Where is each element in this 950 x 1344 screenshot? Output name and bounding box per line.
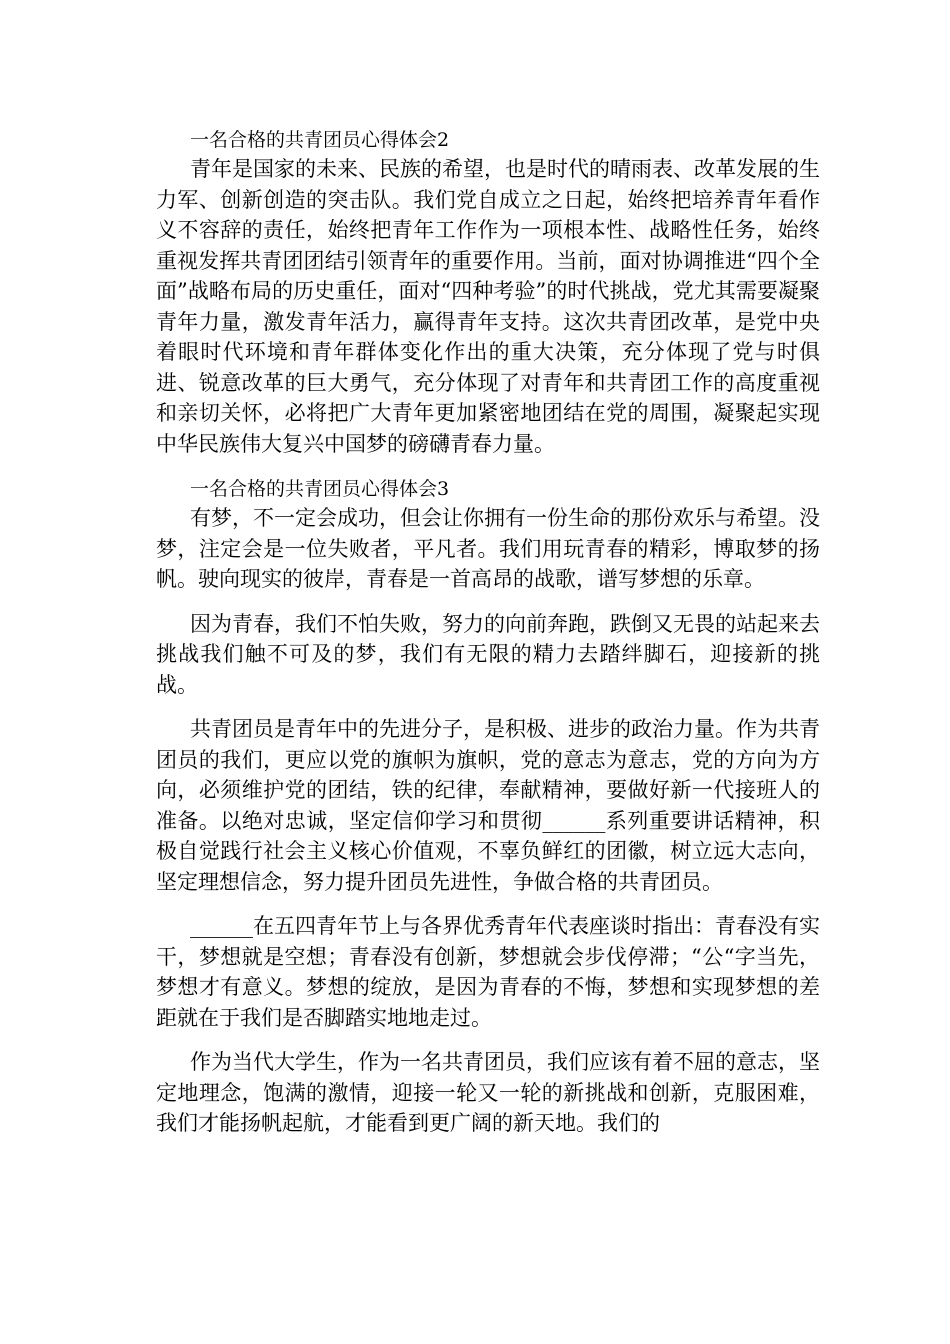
section-2-paragraph: 青年是国家的未来、民族的希望，也是时代的晴雨表、改革发展的生力军、创新创造的突击队。我们党自成立之日起，始终把培养青年看作义不容辞的责任，始终把青年工作作为一项根本性、战略性任务，始终重视发挥共青团团结引领青年的重要作用。当前，面对协调推进“四个全面”战略布局的历史重任，面对“四种考验”的时代挑战，党尤其需要凝聚青年力量，激发青年活力，赢得青年支持。这次共青团改革，是党中央着眼时代环境和青年群体变化作出的重大决策，充分体现了党与时俱进、锐意改革的巨大勇气，充分体现了对青年和共青团工作的高度重视和亲切关怀，必将把广大青年更加紧密地团结在党的周围，凝聚起实现中华民族伟大复兴中国梦的磅礴青春力量。 (156, 157, 820, 456)
section-3-heading: 一名合格的共青团员心得体会3 (190, 478, 450, 500)
section-3-paragraph-4: ______在五四青年节上与各界优秀青年代表座谈时指出：青春没有实干，梦想就是空想；青春没有创新，梦想就会步伐停滞；“公“字当先，梦想才有意义。梦想的绽放，是因为青春的不悔，梦想和实现梦想的差距就在于我们是否脚踏实地地走过。 (156, 914, 820, 1030)
paragraph-spacer (156, 700, 820, 714)
section-3-paragraph-2: 因为青春，我们不怕失败，努力的向前奔跑，跌倒又无畏的站起来去挑战我们触不可及的梦，我们有无限的精力去踏绊脚石，迎接新的挑战。 (156, 611, 820, 697)
section-spacer (156, 459, 820, 475)
section-2-heading: 一名合格的共青团员心得体会2 (190, 129, 450, 151)
document-body (156, 126, 820, 1139)
paragraph-spacer (156, 1033, 820, 1047)
section-3-paragraph-5: 作为当代大学生，作为一名共青团员，我们应该有着不屈的意志，坚定地理念，饱满的激情，迎接一轮又一轮的新挑战和创新，克服困难，我们才能扬帆起航，才能看到更广阔的新天地。我们的 (156, 1050, 820, 1135)
paragraph-spacer (156, 595, 820, 609)
section-3-paragraph-3: 共青团员是青年中的先进分子，是积极、进步的政治力量。作为共青团员的我们，更应以党的旗帜为旗帜，党的意志为意志，党的方向为方向，必须维护党的团结，铁的纪律，奉献精神，要做好新一代接班人的准备。以绝对忠诚，坚定信仰学习和贯彻______系列重要讲话精神，积极自觉践行社会主义核心价值观，不辜负鲜红的团徽，树立远大志向，坚定理想信念，努力提升团员先进性，争做合格的共青团员。 (156, 717, 820, 894)
paragraph-spacer (156, 897, 820, 911)
section-3-paragraph-1: 有梦，不一定会成功，但会让你拥有一份生命的那份欢乐与希望。没梦，注定会是一位失败者，平凡者。我们用玩青春的精彩，博取梦的扬帆。驶向现实的彼岸，青春是一首高昂的战歌，谱写梦想的乐章。 (156, 506, 820, 591)
